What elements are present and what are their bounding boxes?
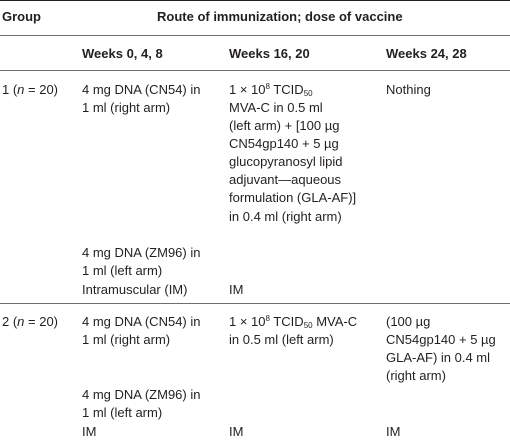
dose-line: adjuvant—aqueous	[229, 172, 342, 187]
route-cell: Intramuscular (IM)	[82, 282, 188, 297]
col-header-weeks-16-20: Weeks 16, 20	[229, 46, 310, 61]
dose-line: 4 mg DNA (ZM96) in	[82, 387, 201, 402]
dose-line: (left arm) + [100 µg	[229, 118, 340, 133]
group-header: Group	[2, 9, 41, 24]
dose-line: CN54gp140 + 5 µg	[386, 332, 496, 347]
dose-line: in 0.4 ml (right arm)	[229, 209, 342, 224]
row-separator	[0, 303, 510, 304]
dose-line: 1 ml (right arm)	[82, 100, 171, 115]
dose-line: $1 \times 10^8$ $TCID_{50}$ MVA-C	[229, 314, 358, 330]
dose-line: (100 µg	[386, 314, 431, 329]
route-cell: IM	[386, 424, 401, 439]
header-rule	[0, 35, 510, 36]
dose-line: formulation (GLA-AF)]	[229, 190, 357, 205]
dose-line: Nothing	[386, 82, 431, 97]
dose-line: $1 \times 10^8$ $TCID_{50}$	[229, 82, 313, 98]
dose-line: (right arm)	[386, 368, 446, 383]
dose-line: glucopyranosyl lipid	[229, 154, 343, 169]
dose-line: 4 mg DNA (CN54) in	[82, 82, 201, 97]
group-cell: 1 (n = 20)	[2, 82, 59, 97]
dose-line: CN54gp140 + 5 µg	[229, 136, 339, 151]
dose-line: 4 mg DNA (CN54) in	[82, 314, 201, 329]
route-cell: IM	[229, 282, 244, 297]
route-cell: IM	[229, 424, 244, 439]
dose-line: GLA-AF) in 0.4 ml	[386, 350, 491, 365]
col-header-weeks-0-4-8: Weeks 0, 4, 8	[82, 46, 163, 61]
route-header: Route of immunization; dose of vaccine	[157, 9, 403, 24]
dose-line: 1 ml (right arm)	[82, 332, 171, 347]
dose-line: 1 ml (left arm)	[82, 263, 163, 278]
dose-line: 4 mg DNA (ZM96) in	[82, 245, 201, 260]
dose-line: 1 ml (left arm)	[82, 405, 163, 420]
top-rule	[0, 0, 510, 1]
dose-line: MVA-C in 0.5 ml	[229, 100, 323, 115]
group-cell: 2 (n = 20)	[2, 314, 59, 329]
subheader-rule	[0, 70, 510, 71]
dose-line: in 0.5 ml (left arm)	[229, 332, 334, 347]
route-cell: IM	[82, 424, 97, 439]
col-header-weeks-24-28: Weeks 24, 28	[386, 46, 467, 61]
